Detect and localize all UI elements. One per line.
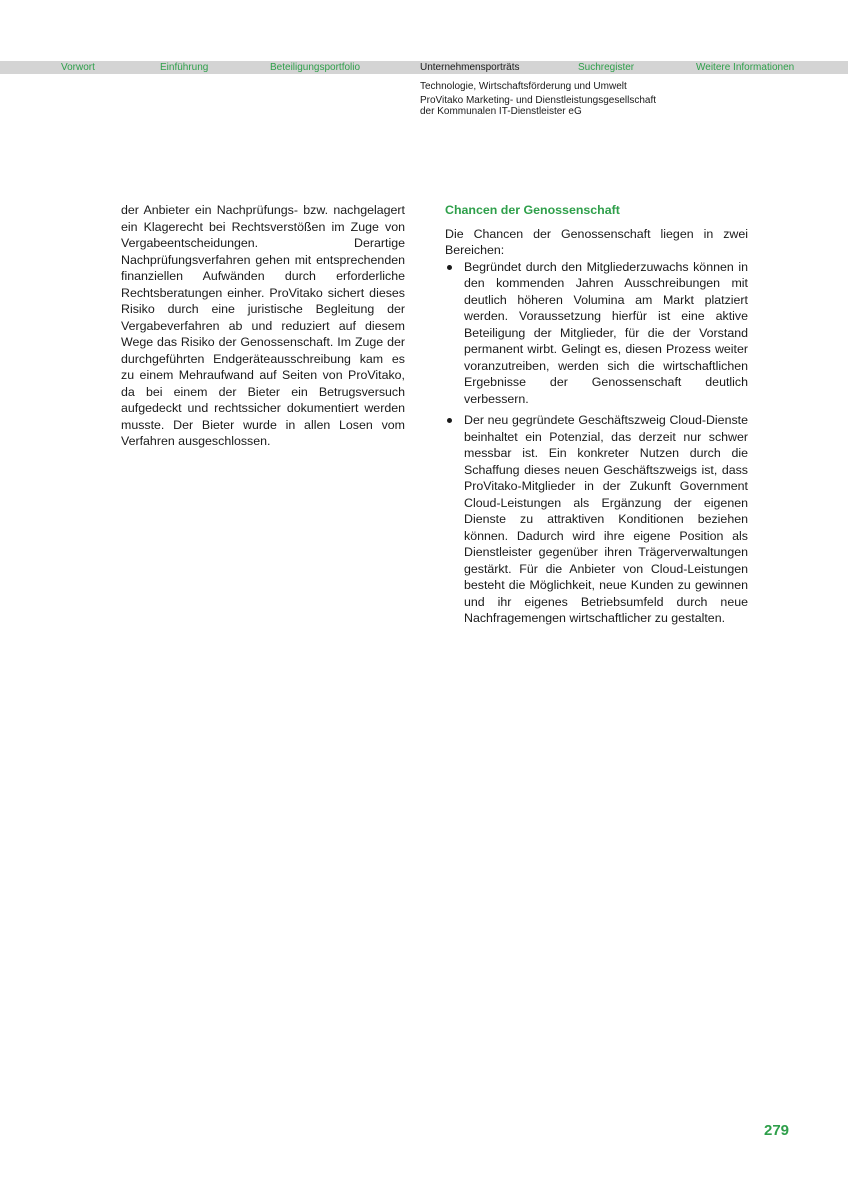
list-item [445, 259, 748, 408]
section-heading: Chancen der Genossenschaft [445, 203, 620, 217]
header-category: Technologie, Wirtschaftsförderung und Umwelt [420, 81, 627, 92]
nav-link-unternehmensportraets[interactable]: Unternehmensporträts [420, 62, 520, 73]
header-company-line-1: ProVitako Marketing- und Dienstleistungsgesellschaft [420, 95, 657, 106]
list-item [445, 412, 748, 627]
chances-list [445, 259, 748, 627]
nav-link-weitere-informationen[interactable]: Weitere Informationen [696, 62, 795, 73]
list-item-text: Der neu gegründete Geschäftszweig Cloud-Dienste beinhaltet ein Potenzial, das derzeit nur schwer messbar ist. Ein konkreter Nutzen durch die Schaffung dieses neuen Geschäftszweigs ist, dass ProVitako-Mitglieder in der Zukunft Government Cloud-Leistungen als Ergänzung der eigenen Dienste zu attraktiven Konditionen beziehen können. Dadurch wird ihre eigene Position als Dienstleister gegenüber ihren Trägerverwaltungen gestärkt. Für die Anbieter von Cloud-Leistungen besteht die Möglichkeit, neue Kunden zu gewinnen und ihr eigenes Betriebsumfeld durch neue Nachfragemengen wirtschaftlicher zu gestalten. [464, 413, 748, 625]
page-number: 279 [764, 1122, 790, 1139]
intro-paragraph: Die Chancen der Genossenschaft liegen in zwei Bereichen: [445, 226, 748, 257]
left-text-column [121, 202, 405, 450]
nav-link-beteiligungsportfolio[interactable]: Beteiligungsportfolio [270, 62, 361, 73]
bullet-icon [447, 265, 452, 270]
bullet-icon [447, 418, 452, 423]
right-text-column [445, 202, 748, 627]
nav-link-vorwort[interactable]: Vorwort [61, 62, 95, 73]
header-company-line-2: der Kommunalen IT-Dienstleister eG [420, 106, 582, 117]
list-item-text: Begründet durch den Mitgliederzuwachs können in den kommenden Jahren Ausschreibungen mit deutlich höheren Volumina am Markt platziert werden. Voraussetzung hierfür ist eine aktive Beteiligung der Mitglieder, für die der Vorstand permanent wirbt. Gelingt es, diesen Prozess weiter voranzutreiben, werden sich die wirtschaftlichen Ergebnisse der Genossenschaft deutlich verbessern. [464, 259, 748, 406]
left-paragraph: der Anbieter ein Nachprüfungs- bzw. nachgelagert ein Klagerecht bei Rechtsverstößen im Zuge von Vergabeentscheidungen. Derartige Nachprüfungsverfahren gehen mit entsprechenden finanziellen Aufwänden durch erforderliche Rechtsberatungen einher. ProVitako sichert dieses Risiko durch eine juristische Begleitung der Vergabeverfahren ab und reduziert auf diesem Wege das Risiko der Genossenschaft. Im Zuge der durchgeführten Endgeräteausschreibung kam es zu einem Mehraufwand auf Seiten von ProVitako, da bei einem der Bieter ein Betrugsversuch aufgedeckt und rechtssicher dokumentiert werden musste. Der Bieter wurde in allen Losen vom Verfahren ausgeschlossen. [121, 203, 405, 448]
nav-link-einfuehrung[interactable]: Einführung [160, 62, 209, 73]
top-navigation-bar [0, 61, 848, 74]
nav-link-suchregister[interactable]: Suchregister [578, 62, 635, 73]
